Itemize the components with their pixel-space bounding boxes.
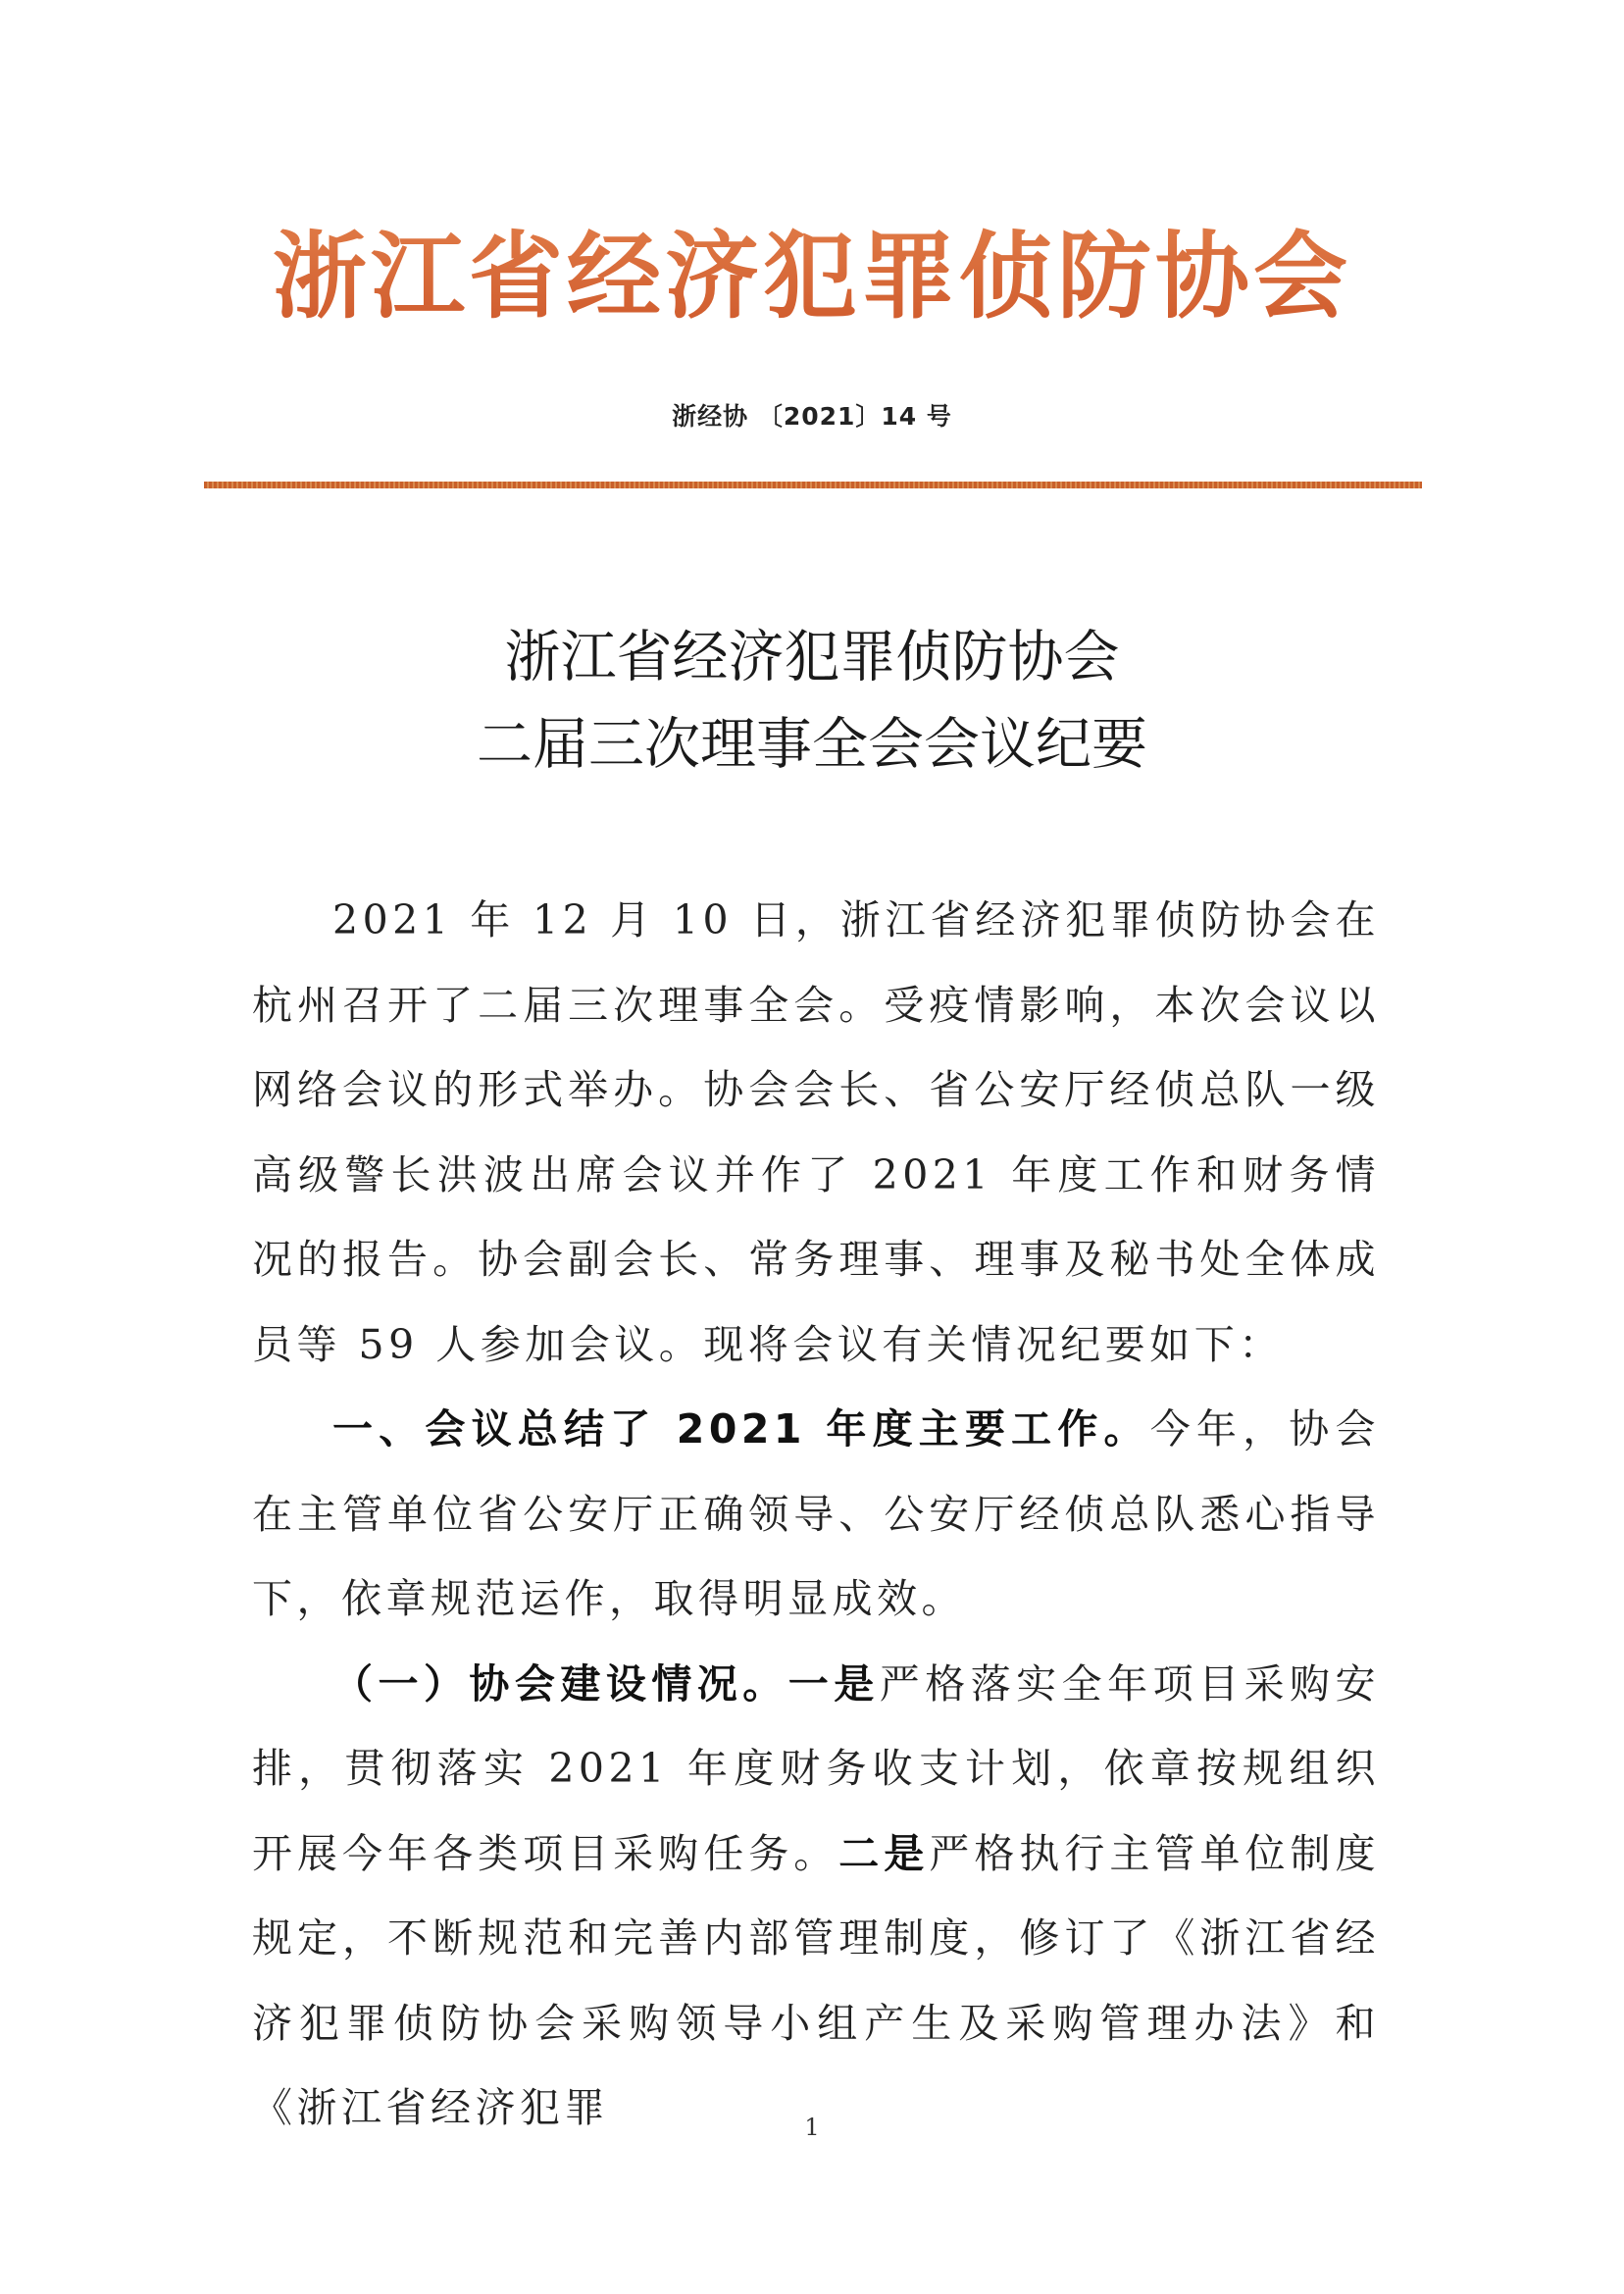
page-number: 1 [804,2114,820,2141]
paragraph-intro: 2021 年 12 月 10 日，浙江省经济犯罪侦防协会在杭州召开了二届三次理事全会。受疫情影响，本次会议以网络会议的形式举办。协会会长、省公安厅经侦总队一级高级警长洪波出席会议并作了 2021 年度工作和财务情况的报告。协会副会长、常务理事、理事及秘书处全体成员等 59 人参加会议。现将会议有关情况纪要如下： [252,896,1380,1368]
section-one-text: 今年，协会在主管单位省公安厅正确领导、公安厅经侦总队悉心指导下，依章规范运作，取得明显成效。 [252,1405,1380,1622]
masthead-text-graphic [0,221,1624,329]
section-one-heading: 一、会议总结了 2021 年度主要工作。 [332,1405,1150,1453]
document-body [252,878,1380,2151]
masthead-org-name [0,221,1624,329]
point-one-text: 严格落实全年项目采购安排，贯彻落实 2021 年度财务收支计划，依章按规组织开展今年各类项目采购任务。 [252,1659,1381,1877]
point-two-keyword: 二是 [838,1829,930,1877]
document-number: 浙经协 〔2021〕14 号 [672,402,952,431]
point-two-text: 严格执行主管单位制度规定，不断规范和完善内部管理制度，修订了《浙江省经济犯罪侦防协会采购领导小组产生及采购管理办法》和《浙江省经济犯罪 [252,1829,1381,2131]
document-title-line-2: 二届三次理事全会会议纪要 [477,712,1147,777]
paragraph-subsection-one [252,1642,1380,2151]
point-one-keyword: 一是 [787,1659,880,1708]
red-divider-line [204,482,1422,488]
document-title-line-1: 浙江省经济犯罪侦防协会 [504,625,1120,689]
masthead-text: 浙江省经济犯罪侦防协会 [273,222,1351,329]
paragraph-section-one [252,1387,1380,1642]
subsection-one-heading: （一）协会建设情况。 [332,1659,788,1708]
